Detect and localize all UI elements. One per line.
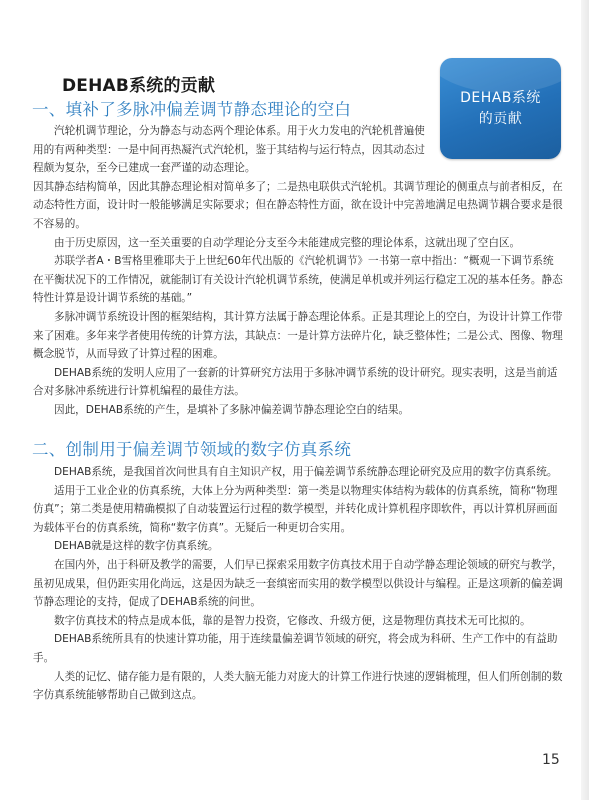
paragraph: 汽轮机调节理论，分为静态与动态两个理论体系。用于火力发电的汽轮机普遍使用的有两种类型：一是中间再热凝汽式汽轮机，鉴于其结构与运行特点，因其动态过程颇为复杂，至今已建成一套严谨的动态理论。 xyxy=(33,125,425,175)
section-2-body xyxy=(33,463,563,705)
page-number: 15 xyxy=(542,752,560,768)
paragraph: 人类的记忆、储存能力是有限的，人类大脑无能力对庞大的计算工作进行快速的逻辑梳理，但人们所创制的数字仿真系统能够帮助自己做到这点。 xyxy=(33,670,563,702)
badge-line-2: 的贡献 xyxy=(478,110,523,127)
paragraph: 多脉冲调节系统设计图的框架结构，其计算方法属于静态理论体系。正是其理论上的空白，为设计计算工作带来了困难。多年来学者使用传统的计算方法，其缺点：一是计算方法碎片化，缺乏整体性；二是公式、图像、物理概念脱节，从而导致了计算过程的困难。 xyxy=(33,310,563,361)
paragraph: 在国内外，出于科研及教学的需要，人们早已探索采用数字仿真技术用于自动学静态理论领域的研究与教学，虽初见成果，但仍距实用化尚远，这是因为缺乏一套缜密而实用的数学模型以供设计与编程。正是这项新的偏差调节静态理论的支持，促成了DEHAB系统的问世。 xyxy=(33,558,563,609)
paragraph: DEHAB系统的发明人应用了一套新的计算研究方法用于多脉冲调节系统的设计研究。现实表明，这是当前适合对多脉冲系统进行计算机编程的最佳方法。 xyxy=(33,366,558,398)
section-2-heading: 二、创制用于偏差调节领域的数字仿真系统 xyxy=(32,440,352,459)
paragraph: 苏联学者A・B雪格里雅耶夫于上世纪60年代出版的《汽轮机调节》一书第一章中指出：“概观一下调节系统在平衡状况下的工作情况，就能制订有关设计汽轮机调节系统，使满足单机或并列运行稳定工况的基本任务。静态特性计算是设计调节系统的基础。” xyxy=(33,255,563,305)
paragraph: 数字仿真技术的特点是成本低，靠的是智力投资，它修改、升级方便，这是物理仿真技术无可比拟的。 xyxy=(54,614,531,627)
page-edge-shadow xyxy=(581,0,589,800)
paragraph: 因此，DEHAB系统的产生，是填补了多脉冲偏差调节静态理论空白的结果。 xyxy=(54,403,410,416)
paragraph: DEHAB系统所具有的快速计算功能，用于连续量偏差调节领域的研究，将会成为科研、生产工作中的有益助手。 xyxy=(33,633,558,664)
section-1-body xyxy=(33,122,563,420)
paragraph: DEHAB系统，是我国首次问世具有自主知识产权，用于偏差调节系统静态理论研究及应用的数字仿真系统。 xyxy=(54,466,558,478)
paragraph: 适用于工业企业的仿真系统，大体上分为两种类型：第一类是以物理实体结构为载体的仿真系统，简称“物理仿真”；第二类是使用精确模拟了自动装置运行过程的数学模型，并转化成计算机程序即软件，再以计算机屏画面为载体平台的仿真系统，简称“数字仿真”。无疑后一种更切合实用。 xyxy=(33,484,558,534)
page-title: DEHAB系统的贡献 xyxy=(62,76,216,96)
paragraph: 因其静态结构简单，因此其静态理论相对简单多了；二是热电联供式汽轮机。其调节理论的侧重点与前者相反，在动态特性方面，设计时一般能够满足实际要求；但在静态特性方面，欲在设计中完善地满足电热调节耦合要求是很不容易的。 xyxy=(33,180,563,230)
paragraph: DEHAB就是这样的数字仿真系统。 xyxy=(54,540,219,553)
paragraph: 由于历史原因，这一至关重要的自动学理论分支至今未能建成完整的理论体系，这就出现了空白区。 xyxy=(54,236,521,249)
section-1-heading: 一、填补了多脉冲偏差调节静态理论的空白 xyxy=(32,100,352,119)
badge-line-1: DEHAB系统 xyxy=(460,89,541,106)
